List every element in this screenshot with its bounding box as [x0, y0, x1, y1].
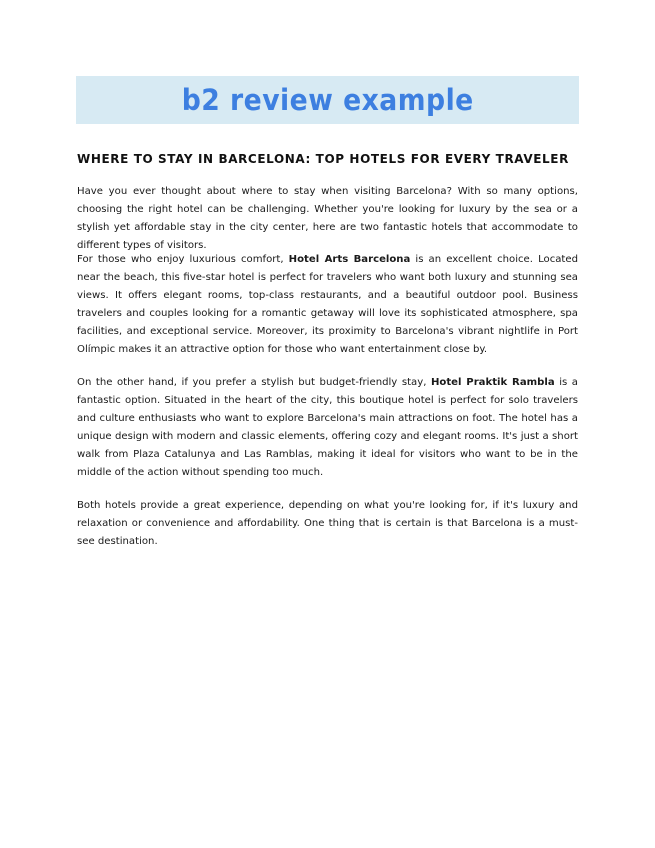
paragraph-text: is a fantastic option. Situated in the heart of the city, this boutique hotel is perfect for solo travelers and culture enthusiasts who want to explore Barcelona's main attractions on foot. The hotel has a unique design with modern and classic elements, offering cozy and elegant rooms. It's just a short walk from Plaza Catalunya and Las Ramblas, making it ideal for visitors who want to be in the middle of the action without spending too much.: [77, 377, 578, 478]
paragraph-text: On the other hand, if you prefer a stylish but budget-friendly stay,: [77, 377, 431, 388]
paragraph-text: For those who enjoy luxurious comfort,: [77, 254, 289, 265]
paragraph-hotel-praktik: [77, 374, 578, 482]
title-banner: [76, 76, 579, 124]
hotel-name-arts: Hotel Arts Barcelona: [288, 254, 411, 265]
paragraph-conclusion: Both hotels provide a great experience, depending on what you're looking for, if it's luxury and relaxation or convenience and affordability. One thing that is certain is that Barcelona is a must-see destination.: [77, 500, 578, 547]
paragraph-intro: Have you ever thought about where to stay when visiting Barcelona? With so many options, choosing the right hotel can be challenging. Whether you're looking for luxury by the sea or a stylish yet affordable stay in the city center, here are two fantastic hotels that accommodate to different types of visitors.: [77, 186, 578, 251]
paragraph-text: is an excellent choice. Located near the beach, this five-star hotel is perfect for travelers who want both luxury and stunning sea views. It offers elegant rooms, top-class restaurants, and a beautiful outdoor pool. Business travelers and couples looking for a romantic getaway will love its sophisticated atmosphere, spa facilities, and exceptional service. Moreover, its proximity to Barcelona's vibrant nightlife in Port Olímpic makes it an attractive option for those who want entertainment close by.: [77, 254, 579, 355]
hotel-name-praktik: Hotel Praktik Rambla: [430, 377, 555, 388]
article-heading: WHERE TO STAY IN BARCELONA: TOP HOTELS FOR EVERY TRAVELER: [77, 152, 569, 166]
document-title: b2 review example: [181, 82, 474, 117]
paragraph-hotel-arts: [77, 251, 578, 359]
